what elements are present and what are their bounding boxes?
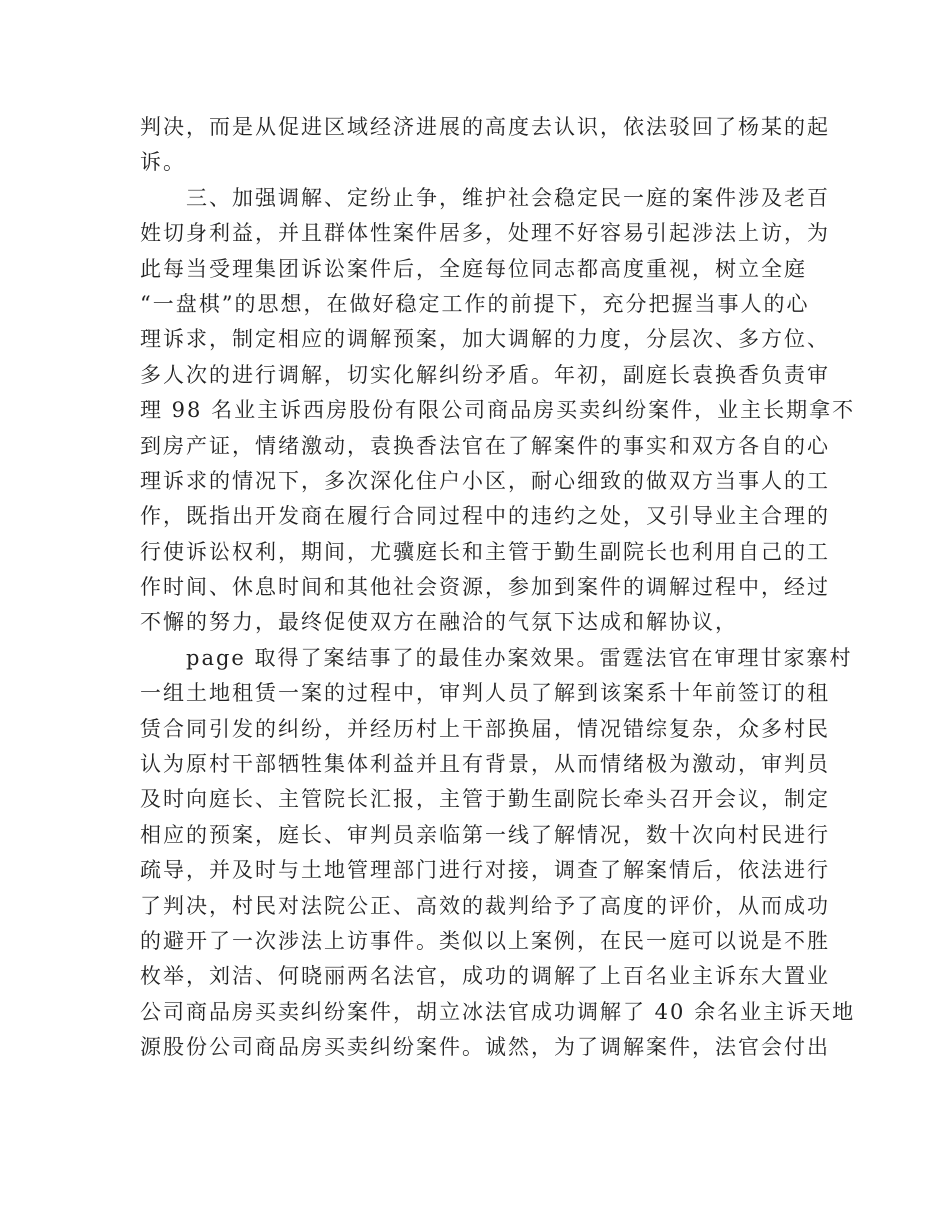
text-line: 疏导，并及时与土地管理部门进行对接，调查了解案情后，依法进行 [140,858,830,883]
text-line: 公司商品房买卖纠纷案件，胡立冰法官成功调解了 40 余名业主诉天地 [140,999,856,1024]
text-line: 理 98 名业主诉西房股份有限公司商品房买卖纠纷案件，业主长期拿不 [140,398,856,423]
text-line: 相应的预案，庭长、审判员亲临第一线了解情况，数十次向村民进行 [140,822,830,847]
text-line: 作时间、休息时间和其他社会资源，参加到案件的调解过程中，经过 [140,575,830,600]
paragraph-start-line: page 取得了案结事了的最佳办案效果。雷霆法官在审理甘家寨村 [186,645,853,670]
text-line: 赁合同引发的纠纷，并经历村上干部换届，情况错综复杂，众多村民 [140,716,830,741]
text-line: 及时向庭长、主管院长汇报，主管于勤生副院长牵头召开会议，制定 [140,787,830,812]
text-line: 一组土地租赁一案的过程中，审判人员了解到该案系十年前签订的租 [140,681,830,706]
text-line: 姓切身利益，并且群体性案件居多，处理不好容易引起涉法上访，为 [140,221,830,246]
text-line: 理诉求的情况下，多次深化住户小区，耐心细致的做双方当事人的工 [140,468,830,493]
text-line: 此每当受理集团诉讼案件后，全庭每位同志都高度重视，树立全庭 [140,256,807,281]
paragraph-start-line: 三、加强调解、定纷止争，维护社会稳定民一庭的案件涉及老百 [186,185,830,210]
text-line: 认为原村干部牺牲集体利益并且有背景，从而情绪极为激动，审判员 [140,752,830,777]
text-line: 了判决，村民对法院公正、高效的裁判给予了高度的评价，从而成功 [140,893,830,918]
text-line: 行使诉讼权利，期间，尤骥庭长和主管于勤生副院长也利用自己的工 [140,539,830,564]
text-line: 作，既指出开发商在履行合同过程中的违约之处，又引导业主合理的 [140,504,830,529]
text-line: 枚举，刘洁、何晓丽两名法官，成功的调解了上百名业主诉东大置业 [140,964,830,989]
text-line: 诉。 [140,150,186,175]
text-line: 不懈的努力，最终促使双方在融洽的气氛下达成和解协议， [140,610,738,635]
text-line: 判决，而是从促进区域经济进展的高度去认识，依法驳回了杨某的起 [140,115,830,139]
document-body [140,110,856,1066]
text-line: 的避开了一次涉法上访事件。类似以上案例，在民一庭可以说是不胜 [140,928,830,953]
text-line: 理诉求，制定相应的调解预案，加大调解的力度，分层次、多方位、 [140,327,830,352]
text-line: 到房产证，情绪激动，袁换香法官在了解案件的事实和双方各自的心 [140,433,830,458]
text-line: “一盘棋”的思想，在做好稳定工作的前提下，充分把握当事人的心 [140,291,810,316]
text-line: 多人次的进行调解，切实化解纠纷矛盾。年初，副庭长袁换香负责审 [140,362,830,387]
text-line: 源股份公司商品房买卖纠纷案件。诚然，为了调解案件，法官会付出 [140,1035,830,1060]
